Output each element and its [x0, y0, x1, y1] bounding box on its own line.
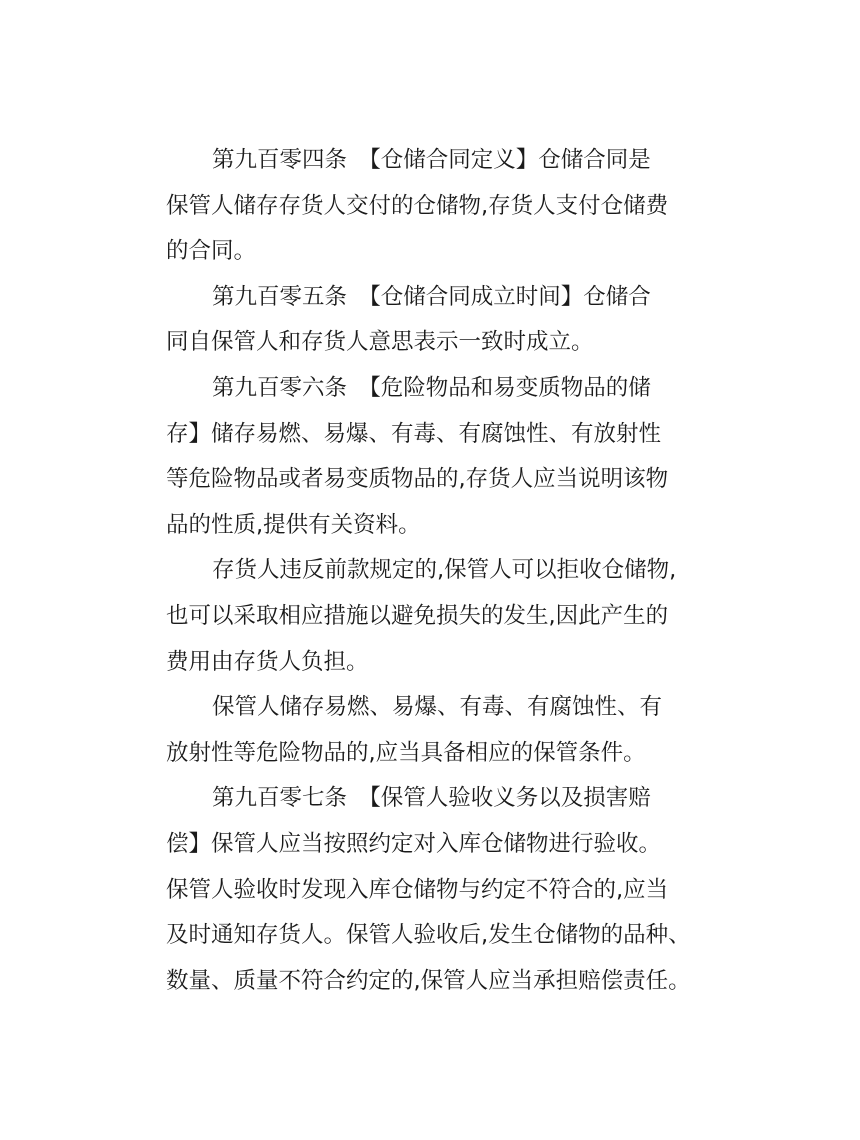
text-line: 的合同。 [166, 238, 257, 265]
text-line: 同自保管人和存货人意思表示一致时成立。 [166, 329, 594, 356]
text-line: 放射性等危险物品的,应当具备相应的保管条件。 [166, 739, 646, 766]
text-line: 品的性质,提供有关资料。 [166, 511, 421, 538]
text-line: 存】储存易燃、易爆、有毒、有腐蚀性、有放射性 [166, 420, 662, 447]
article-907-heading-line: 第九百零七条 【保管人验收义务以及损害赔 [212, 785, 651, 812]
document-body [166, 138, 726, 1004]
text-line: 也可以采取相应措施以避免损失的发生,因此产生的 [166, 602, 669, 629]
text-line: 数量、质量不符合约定的,保管人应当承担赔偿责任。 [166, 967, 691, 994]
article-905-heading-line: 第九百零五条 【仓储合同成立时间】仓储合 [212, 283, 651, 310]
paragraph-start-line: 存货人违反前款规定的,保管人可以拒收仓储物, [212, 557, 677, 584]
article-906-heading-line: 第九百零六条 【危险物品和易变质物品的储 [212, 374, 651, 401]
text-line: 及时通知存货人。保管人验收后,发生仓储物的品种、 [166, 922, 691, 949]
text-line: 等危险物品或者易变质物品的,存货人应当说明该物 [166, 466, 669, 493]
text-line: 保管人储存存货人交付的仓储物,存货人支付仓储费 [166, 192, 669, 219]
article-904-heading-line: 第九百零四条 【仓储合同定义】仓储合同是 [212, 147, 651, 173]
paragraph-start-line: 保管人储存易燃、易爆、有毒、有腐蚀性、有 [212, 694, 663, 721]
text-line: 费用由存货人负担。 [166, 648, 369, 675]
text-line: 保管人验收时发现入库仓储物与约定不符合的,应当 [166, 876, 669, 903]
text-line: 偿】保管人应当按照约定对入库仓储物进行验收。 [166, 830, 662, 857]
